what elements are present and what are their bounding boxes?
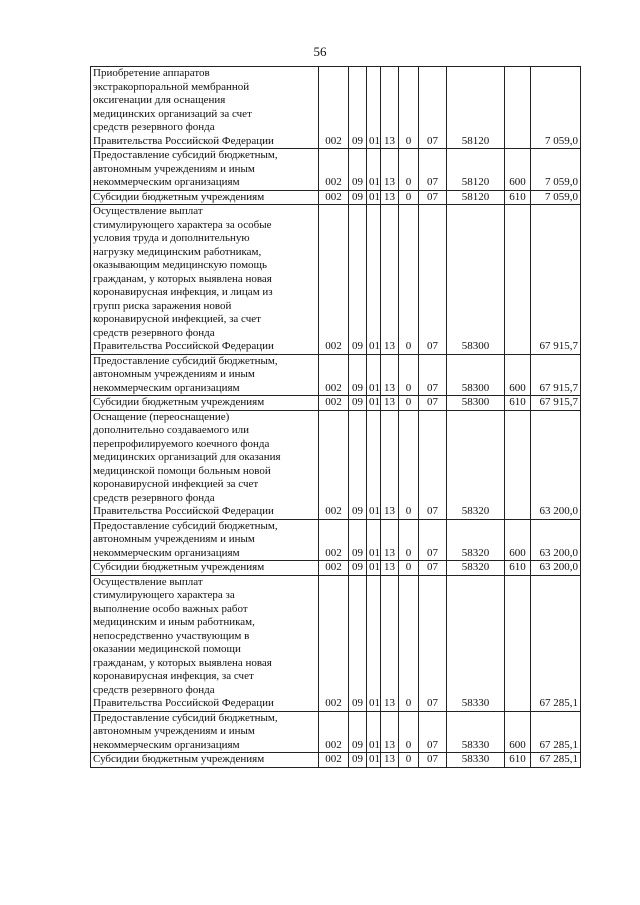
ministry-code: 002 bbox=[319, 396, 349, 411]
ministry-code: 002 bbox=[319, 575, 349, 711]
subprogram-code: 0 bbox=[399, 149, 419, 191]
section-code: 09 bbox=[349, 354, 367, 396]
direction-code: 58300 bbox=[447, 354, 505, 396]
event-code: 07 bbox=[419, 205, 447, 355]
direction-code: 58300 bbox=[447, 396, 505, 411]
program-code: 13 bbox=[381, 575, 399, 711]
amount: 63 200,0 bbox=[531, 519, 581, 561]
subprogram-code: 0 bbox=[399, 67, 419, 149]
section-code: 09 bbox=[349, 519, 367, 561]
subprogram-code: 0 bbox=[399, 410, 419, 519]
page-number: 56 bbox=[313, 44, 327, 59]
table-row bbox=[91, 753, 581, 768]
row-name: Приобретение аппаратов экстракорпоральной мембранной оксигенации для оснащения медицинских организаций за счет средств резервного фонда Правительства Российской Федерации bbox=[91, 67, 319, 149]
subsection-code: 01 bbox=[367, 354, 381, 396]
section-code: 09 bbox=[349, 561, 367, 576]
direction-code: 58300 bbox=[447, 205, 505, 355]
amount: 63 200,0 bbox=[531, 410, 581, 519]
ministry-code: 002 bbox=[319, 354, 349, 396]
amount: 7 059,0 bbox=[531, 149, 581, 191]
amount: 67 915,7 bbox=[531, 205, 581, 355]
subsection-code: 01 bbox=[367, 396, 381, 411]
ministry-code: 002 bbox=[319, 67, 349, 149]
subsection-code: 01 bbox=[367, 561, 381, 576]
subsection-code: 01 bbox=[367, 711, 381, 753]
ministry-code: 002 bbox=[319, 519, 349, 561]
event-code: 07 bbox=[419, 67, 447, 149]
section-code: 09 bbox=[349, 396, 367, 411]
section-code: 09 bbox=[349, 190, 367, 205]
direction-code: 58330 bbox=[447, 711, 505, 753]
program-code: 13 bbox=[381, 149, 399, 191]
expense-type-code: 610 bbox=[505, 190, 531, 205]
table-row bbox=[91, 149, 581, 191]
section-code: 09 bbox=[349, 575, 367, 711]
subprogram-code: 0 bbox=[399, 205, 419, 355]
table-row bbox=[91, 67, 581, 149]
budget-table bbox=[90, 66, 581, 768]
table-row bbox=[91, 205, 581, 355]
expense-type-code: 600 bbox=[505, 519, 531, 561]
amount: 67 915,7 bbox=[531, 354, 581, 396]
subprogram-code: 0 bbox=[399, 753, 419, 768]
subprogram-code: 0 bbox=[399, 354, 419, 396]
section-code: 09 bbox=[349, 753, 367, 768]
row-name: Субсидии бюджетным учреждениям bbox=[91, 561, 319, 576]
program-code: 13 bbox=[381, 67, 399, 149]
event-code: 07 bbox=[419, 354, 447, 396]
table-row bbox=[91, 519, 581, 561]
subprogram-code: 0 bbox=[399, 575, 419, 711]
program-code: 13 bbox=[381, 519, 399, 561]
expense-type-code: 610 bbox=[505, 561, 531, 576]
table-row bbox=[91, 190, 581, 205]
direction-code: 58120 bbox=[447, 190, 505, 205]
event-code: 07 bbox=[419, 753, 447, 768]
expense-type-code: 600 bbox=[505, 149, 531, 191]
event-code: 07 bbox=[419, 410, 447, 519]
ministry-code: 002 bbox=[319, 410, 349, 519]
program-code: 13 bbox=[381, 753, 399, 768]
amount: 7 059,0 bbox=[531, 190, 581, 205]
amount: 67 285,1 bbox=[531, 711, 581, 753]
direction-code: 58320 bbox=[447, 519, 505, 561]
table-row bbox=[91, 410, 581, 519]
program-code: 13 bbox=[381, 711, 399, 753]
row-name: Субсидии бюджетным учреждениям bbox=[91, 396, 319, 411]
table-row bbox=[91, 561, 581, 576]
expense-type-code bbox=[505, 575, 531, 711]
subsection-code: 01 bbox=[367, 410, 381, 519]
subsection-code: 01 bbox=[367, 67, 381, 149]
section-code: 09 bbox=[349, 410, 367, 519]
program-code: 13 bbox=[381, 561, 399, 576]
ministry-code: 002 bbox=[319, 149, 349, 191]
amount: 63 200,0 bbox=[531, 561, 581, 576]
program-code: 13 bbox=[381, 396, 399, 411]
row-name: Субсидии бюджетным учреждениям bbox=[91, 753, 319, 768]
section-code: 09 bbox=[349, 149, 367, 191]
direction-code: 58330 bbox=[447, 575, 505, 711]
section-code: 09 bbox=[349, 67, 367, 149]
expense-type-code bbox=[505, 410, 531, 519]
event-code: 07 bbox=[419, 561, 447, 576]
table-row bbox=[91, 575, 581, 711]
subsection-code: 01 bbox=[367, 205, 381, 355]
event-code: 07 bbox=[419, 149, 447, 191]
subprogram-code: 0 bbox=[399, 561, 419, 576]
expense-type-code: 610 bbox=[505, 396, 531, 411]
ministry-code: 002 bbox=[319, 205, 349, 355]
row-name: Предоставление субсидий бюджетным, автономным учреждениям и иным некоммерческим организациям bbox=[91, 149, 319, 191]
event-code: 07 bbox=[419, 396, 447, 411]
section-code: 09 bbox=[349, 205, 367, 355]
subsection-code: 01 bbox=[367, 753, 381, 768]
amount: 67 915,7 bbox=[531, 396, 581, 411]
section-code: 09 bbox=[349, 711, 367, 753]
row-name: Осуществление выплат стимулирующего характера за особые условия труда и дополнительную нагрузку медицинским работникам, оказывающим медицинскую помощь гражданам, у которых выявлена новая коронавирусная инфекция, и лицам из групп риска заражения новой коронавирусной инфекцией, за счет средств резервного фонда Правительства Российской Федерации bbox=[91, 205, 319, 355]
expense-type-code bbox=[505, 205, 531, 355]
row-name: Осуществление выплат стимулирующего характера за выполнение особо важных работ медицинским и иным работникам, непосредственно участвующим в оказании медицинской помощи гражданам, у которых выявлена новая коронавирусная инфекция, за счет средств резервного фонда Правительства Российской Федерации bbox=[91, 575, 319, 711]
table-row bbox=[91, 396, 581, 411]
subsection-code: 01 bbox=[367, 149, 381, 191]
row-name: Предоставление субсидий бюджетным, автономным учреждениям и иным некоммерческим организациям bbox=[91, 711, 319, 753]
program-code: 13 bbox=[381, 205, 399, 355]
subsection-code: 01 bbox=[367, 575, 381, 711]
subprogram-code: 0 bbox=[399, 190, 419, 205]
amount: 67 285,1 bbox=[531, 753, 581, 768]
row-name: Предоставление субсидий бюджетным, автономным учреждениям и иным некоммерческим организациям bbox=[91, 519, 319, 561]
expense-type-code: 600 bbox=[505, 354, 531, 396]
direction-code: 58120 bbox=[447, 149, 505, 191]
program-code: 13 bbox=[381, 354, 399, 396]
direction-code: 58120 bbox=[447, 67, 505, 149]
ministry-code: 002 bbox=[319, 190, 349, 205]
subprogram-code: 0 bbox=[399, 519, 419, 561]
ministry-code: 002 bbox=[319, 753, 349, 768]
ministry-code: 002 bbox=[319, 561, 349, 576]
event-code: 07 bbox=[419, 575, 447, 711]
row-name: Предоставление субсидий бюджетным, автономным учреждениям и иным некоммерческим организациям bbox=[91, 354, 319, 396]
ministry-code: 002 bbox=[319, 711, 349, 753]
direction-code: 58320 bbox=[447, 561, 505, 576]
event-code: 07 bbox=[419, 711, 447, 753]
amount: 67 285,1 bbox=[531, 575, 581, 711]
table-row bbox=[91, 354, 581, 396]
subprogram-code: 0 bbox=[399, 396, 419, 411]
subsection-code: 01 bbox=[367, 190, 381, 205]
direction-code: 58320 bbox=[447, 410, 505, 519]
program-code: 13 bbox=[381, 190, 399, 205]
event-code: 07 bbox=[419, 190, 447, 205]
expense-type-code bbox=[505, 67, 531, 149]
program-code: 13 bbox=[381, 410, 399, 519]
expense-type-code: 610 bbox=[505, 753, 531, 768]
direction-code: 58330 bbox=[447, 753, 505, 768]
table-row bbox=[91, 711, 581, 753]
subprogram-code: 0 bbox=[399, 711, 419, 753]
amount: 7 059,0 bbox=[531, 67, 581, 149]
event-code: 07 bbox=[419, 519, 447, 561]
row-name: Субсидии бюджетным учреждениям bbox=[91, 190, 319, 205]
expense-type-code: 600 bbox=[505, 711, 531, 753]
row-name: Оснащение (переоснащение) дополнительно создаваемого или перепрофилируемого коечного фонда медицинских организаций для оказания медицинской помощи больным новой коронавирусной инфекцией за счет средств резервного фонда Правительства Российской Федерации bbox=[91, 410, 319, 519]
subsection-code: 01 bbox=[367, 519, 381, 561]
